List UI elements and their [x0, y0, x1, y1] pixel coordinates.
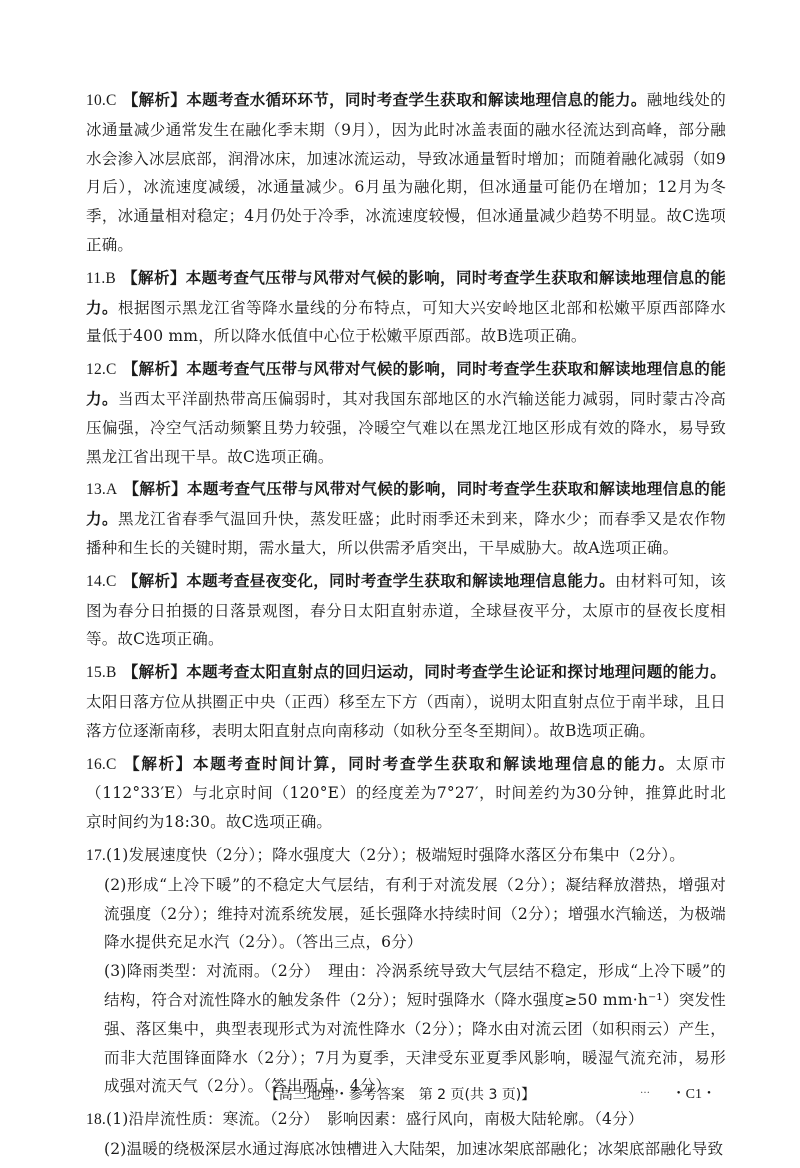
analysis-body: 根据图示黑龙江省等降水量线的分布特点，可知大兴安岭地区北部和松嫩平原西部降水量低于400 mm，所以降水低值中心位于松嫩平原西部。故B选项正确。 — [86, 298, 726, 346]
analysis-label: 【解析】 — [122, 90, 187, 109]
q18-part-1: (1)沿岸流性质：寒流。（2分） 影响因素：盛行风向，南极大陆轮廓。（4分） — [105, 1110, 644, 1129]
answer-letter: A — [105, 481, 118, 499]
analysis-label: 【解析】 — [123, 479, 187, 499]
question-number: 12. — [86, 361, 106, 379]
footer-code: ・C1・ — [671, 1087, 716, 1102]
answer-item-13 — [86, 475, 726, 562]
question-number: 13. — [86, 481, 106, 499]
question-number: 15. — [86, 664, 106, 682]
question-number: 18. — [86, 1111, 106, 1129]
analysis-stem: 本题考查气压带与风带对气候的影响，同时考查学生获取和解读地理信息的能力。 — [86, 479, 726, 529]
analysis-label: 【解析】 — [122, 359, 187, 379]
footer-page-info: 【高三地理・参考答案 第 2 页(共 3 页)】 — [264, 1087, 536, 1103]
analysis-stem: 本题考查气压带与风带对气候的影响，同时考查学生获取和解读地理信息的能力。 — [86, 359, 726, 408]
question-number: 10. — [86, 92, 106, 109]
answer-item-14 — [86, 567, 726, 654]
analysis-label: 【解析】 — [121, 267, 186, 287]
analysis-body: 太原市（112°33′E）与北京时间（120°E）的经度差为7°27′，时间差约为30分钟，推算此时北京时间约为18:30。故C选项正确。 — [86, 754, 726, 832]
answer-item-17 — [86, 841, 726, 1101]
q17-part-3: (3)降雨类型：对流雨。（2分） 理由：冷涡系统导致大气层结不稳定，形成“上冷下暖”的结构，符合对流性降水的触发条件（2分）；短时强降水（降水强度≥50 mm·h⁻¹）突发性强、落区集中，典型表现形式为对流性降水（2分）；降水由对流云团（如积雨云）产生，而非大范围锋面降水（2分）；7月为夏季，天津受东亚夏季风影响，暖湿气流充沛，易形成强对流天气（2分）。（答出两点，4分） — [104, 962, 726, 1096]
answer-letter: C — [105, 92, 117, 109]
answer-content — [86, 86, 726, 1168]
question-number: 11. — [86, 269, 106, 287]
answer-letter: B — [105, 664, 117, 682]
answer-letter: C — [105, 755, 117, 773]
q17-part-1: (1)发展速度快（2分）；降水强度大（2分）；极端短时强降水落区分布集中（2分）。 — [105, 845, 685, 864]
answer-letter: B — [105, 269, 116, 287]
answer-item-11 — [86, 264, 726, 351]
analysis-label: 【解析】 — [122, 753, 194, 773]
answer-letter: C — [105, 572, 117, 590]
answer-item-18 — [86, 1105, 726, 1164]
analysis-body: 太阳日落方位从拱圈正中央（正西）移至左下方（西南），说明太阳直射点位于南半球，且日落方位逐渐南移，表明太阳直射点向南移动（如秋分至冬至期间）。故B选项正确。 — [86, 692, 726, 740]
analysis-label: 【解析】 — [122, 570, 187, 590]
answer-letter: C — [105, 361, 117, 379]
question-number: 16. — [86, 755, 106, 773]
answer-item-15 — [86, 658, 726, 745]
analysis-stem: 本题考查昼夜变化，同时考查学生获取和解读地理信息能力。 — [186, 570, 615, 590]
q17-part-1-line — [86, 841, 726, 871]
question-number: 17. — [86, 846, 106, 864]
analysis-body: 融地线处的冰通量减少通常发生在融化季末期（9月），因为此时冰盖表面的融水径流达到高峰，部分融水会渗入冰层底部，润滑冰床，加速冰流运动，导致冰通量暂时增加；而随着融化减弱（如9月后），冰流速度减缓，冰通量减少。6月虽为融化期，但冰通量可能仍在增加；12月为冬季，冰通量相对稳定；4月仍处于冷季，冰流速度较慢，但冰通量减少趋势不明显。故C选项正确。 — [86, 91, 726, 254]
analysis-body: 黑龙江省春季气温回升快，蒸发旺盛；此时雨季还未到来，降水少；而春季又是农作物播种和生长的关键时期，需水量大，所以供需矛盾突出，干旱威胁大。故A选项正确。 — [86, 510, 726, 557]
question-number: 14. — [86, 572, 106, 590]
q18-part-2: (2)温暖的绕极深层水通过海底冰蚀槽进入大陆架，加速冰架底部融化；冰架底部融化导致 — [104, 1139, 724, 1158]
analysis-stem: 本题考查水循环环节，同时考查学生获取和解读地理信息的能力。 — [186, 90, 647, 109]
answer-item-12 — [86, 355, 726, 471]
analysis-stem: 本题考查太阳直射点的回归运动，同时考查学生论证和探讨地理问题的能力。 — [186, 662, 726, 682]
footer-mark: … — [640, 1085, 650, 1096]
page-footer — [0, 1083, 800, 1107]
analysis-body: 当西太平洋副热带高压偏弱时，其对我国东部地区的水汽输送能力减弱，同时蒙古冷高压偏强，冷空气活动频繁且势力较强，冷暖空气难以在黑龙江地区形成有效的降水，易导致黑龙江省出现干旱。故C选项正确。 — [86, 389, 726, 466]
answer-item-16 — [86, 750, 726, 837]
analysis-body: 由材料可知，该图为春分日拍摄的日落景观图，春分日太阳直射赤道，全球昼夜平分，太原市的昼夜长度相等。故C选项正确。 — [86, 571, 726, 649]
q18-part-1-line — [86, 1105, 726, 1135]
analysis-label: 【解析】 — [122, 662, 187, 682]
answer-item-10 — [86, 86, 726, 260]
q17-part-2: (2)形成“上冷下暖”的不稳定大气层结，有利于对流发展（2分）；凝结释放潜热，增强对流强度（2分）；维持对流系统发展，延长强降水持续时间（2分）；增强水汽输送，为极端降水提供充足水汽（2分）。（答出三点，6分） — [104, 875, 726, 952]
analysis-stem: 本题考查时间计算，同时考查学生获取和解读地理信息的能力。 — [193, 753, 676, 773]
analysis-stem: 本题考查气压带与风带对气候的影响，同时考查学生获取和解读地理信息的能力。 — [86, 267, 726, 317]
